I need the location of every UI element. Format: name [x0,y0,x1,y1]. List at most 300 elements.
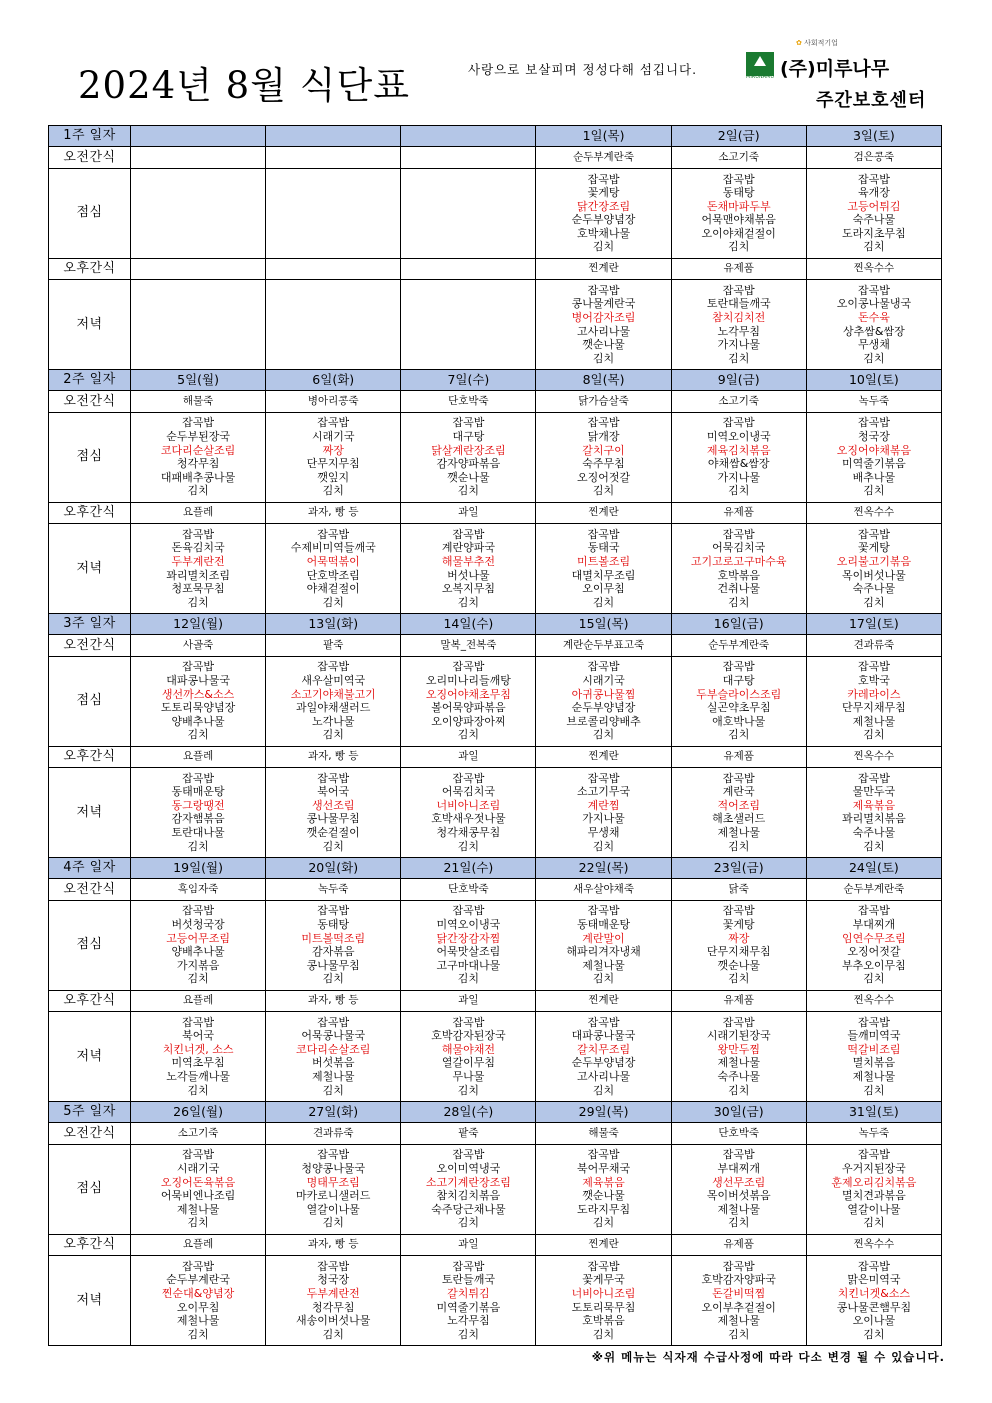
dinner-cell [671,1256,806,1346]
dish: 깻순겉절이 [306,826,360,840]
pm-snack-cell: 찐계란 [536,746,671,767]
dish: 김치 [322,839,344,853]
dish: 숙주무침 [582,457,625,471]
am-snack-cell: 소고기죽 [671,391,806,412]
am-snack-cell: 순두부계란죽 [536,147,671,168]
dish: 김치 [592,839,615,853]
dish: 김치 [322,728,344,742]
am-snack-label: 오전간식 [49,879,131,900]
brand-sub-label: MIRUNAMU [746,74,775,80]
dish: 호박볶음 [717,568,760,582]
date-cell: 16일(금) [671,613,806,634]
dish: 단무지채무침 [842,701,906,715]
dish: 버섯볶음 [311,1056,355,1070]
dinner-cell [671,768,806,858]
dish: 참치김치볶음 [436,1189,501,1203]
main-dish: 계란찜 [587,798,620,812]
am-snack-cell: 말복_전복죽 [401,635,536,656]
am-snack-row [49,1123,942,1144]
dish: 멸치견과볶음 [842,1189,906,1203]
lunch-cell [536,1144,671,1234]
dinner-cell [536,280,671,370]
week-date-row [49,613,942,634]
am-snack-cell: 녹두죽 [806,391,941,412]
am-snack-label: 오전간식 [49,1123,131,1144]
dish: 단무지무침 [306,457,360,471]
dish: 잡곡밥 [722,172,755,186]
dish: 김치 [187,972,209,986]
main-dish: 두부계란전 [306,1286,360,1300]
pm-snack-cell: 과자, 빵 등 [266,990,401,1011]
main-dish: 아귀콩나물찜 [571,687,636,701]
dish: 숙주당근채나물 [431,1202,506,1216]
date-cell: 1일(목) [536,126,671,147]
dinner-cell [401,280,536,370]
dish: 김치 [863,240,885,254]
am-snack-cell: 검은콩죽 [806,147,941,168]
dish: 부대찌개 [852,918,896,931]
main-dish: 두부슬라이스조림 [696,687,782,701]
date-cell: 9일(금) [671,369,806,390]
dish: 청국장 [317,1273,350,1287]
dinner-row [49,524,942,614]
date-cell: 21일(수) [401,857,536,878]
pm-snack-cell: 과일 [401,502,536,523]
week-date-row [49,857,942,878]
dish: 오이나물 [852,1314,896,1328]
dish: 미역초무침 [171,1056,225,1070]
dish: 오이무침 [582,582,625,596]
dish: 김치 [187,484,209,498]
dish: 잡곡밥 [587,904,620,918]
main-dish: 제육볶음 [582,1175,625,1189]
dish: 김치 [592,484,615,498]
dish: 계란양파국 [441,541,495,555]
main-dish: 임연수무조림 [842,931,906,945]
dish: 김치 [322,1083,344,1097]
dish: 콩나물계란국 [571,297,636,311]
dish: 잡곡밥 [857,416,890,430]
dish: 제철나물 [582,958,625,972]
am-snack-cell: 새우살야채죽 [536,879,671,900]
dish: 무생채 [857,338,890,352]
dish: 순두부양념장 [571,1056,636,1070]
dish: 노각무침 [447,1314,490,1328]
dish: 김치 [728,484,750,498]
main-dish: 제육김치볶음 [706,443,771,457]
lunch-cell [671,656,806,746]
dinner-cell [806,1012,941,1102]
lunch-cell [131,168,266,258]
brand-name: (주)미루나무 [780,58,890,80]
dish: 제철나물 [717,1056,760,1070]
dish: 김치 [457,839,480,853]
dinner-cell [266,768,401,858]
pm-snack-label: 오후간식 [49,1234,131,1255]
dish: 제철나물 [852,714,896,728]
dish: 순두부된장국 [166,430,230,444]
pm-snack-row [49,258,942,279]
date-cell [266,126,401,147]
lunch-cell [806,900,941,990]
dish: 잡곡밥 [857,283,890,297]
dinner-row [49,768,942,858]
date-cell [131,126,266,147]
pm-snack-cell: 찐계란 [536,990,671,1011]
center-name: 주간보호센터 [816,90,927,111]
dish: 김치 [728,839,750,853]
am-snack-label: 오전간식 [49,391,131,412]
dish: 토란대들깨국 [706,297,771,311]
dish: 잡곡밥 [722,1148,755,1162]
main-dish: 적어조림 [717,798,760,812]
dinner-label: 저녁 [49,280,131,370]
dinner-cell [536,1012,671,1102]
dish: 도토리묵양념장 [160,701,236,715]
dish: 호박국 [857,674,890,688]
dish: 청각채콩무침 [436,826,501,840]
date-cell: 6일(화) [266,369,401,390]
dish: 호박감자양파국 [701,1273,776,1287]
dish: 잡곡밥 [587,1259,620,1273]
week-date-row [49,1101,942,1122]
dinner-label: 저녁 [49,1256,131,1346]
pm-snack-cell: 과자, 빵 등 [266,1234,401,1255]
pm-snack-cell: 과일 [401,990,536,1011]
am-snack-row [49,391,942,412]
dish: 김치 [863,595,885,609]
dish: 순두부양념장 [571,701,636,715]
pm-snack-cell [266,258,401,279]
main-dish: 두부계란전 [171,554,225,568]
date-cell: 19일(월) [131,857,266,878]
dish: 깻잎지 [317,470,350,484]
pm-snack-row [49,990,942,1011]
main-dish: 치킨너겟, 소스 [162,1042,234,1056]
slogan: 사랑으로 보살피며 정성다해 섬깁니다. [468,62,698,77]
dish: 마카로니샐러드 [296,1189,371,1203]
dish: 수제비미역들깨국 [290,541,376,555]
dish: 대구탕 [452,430,485,444]
dish: 과일야채샐러드 [296,701,371,715]
am-snack-cell: 단호박죽 [671,1123,806,1144]
dish: 잡곡밥 [452,527,485,541]
dish: 어묵비엔나조림 [160,1189,236,1203]
dish: 열갈이나물 [847,1202,901,1216]
dinner-cell [806,768,941,858]
dinner-cell [131,280,266,370]
dish: 꽃게무국 [582,1273,625,1287]
dish: 깻순나물 [582,338,625,352]
main-dish: 갈치튀김 [447,1286,490,1300]
dish: 김치 [863,351,885,365]
am-snack-cell: 흑임자죽 [131,879,266,900]
dinner-cell [806,1256,941,1346]
dish: 잡곡밥 [182,771,215,785]
dish: 숙주나물 [852,582,896,596]
dish: 잡곡밥 [857,660,890,674]
dish: 가지나물 [717,338,760,352]
dish: 돈육김치국 [171,541,225,555]
date-cell: 5일(월) [131,369,266,390]
dish: 잡곡밥 [857,1259,890,1273]
pm-snack-cell: 찐계란 [536,258,671,279]
main-dish: 고기고로고구마수육 [690,554,787,568]
am-snack-cell: 병아리콩죽 [266,391,401,412]
pm-snack-cell: 요플레 [131,502,266,523]
dish: 김치 [457,1327,480,1341]
dish: 김치 [592,1327,615,1341]
pm-snack-cell: 요플레 [131,1234,266,1255]
pm-snack-cell: 찐계란 [536,1234,671,1255]
dish: 잡곡밥 [182,1259,215,1273]
dish: 김치 [863,1216,885,1230]
dish: 어묵맨야채볶음 [701,213,776,227]
dish: 잡곡밥 [587,172,620,186]
dinner-cell [266,1012,401,1102]
dish: 버섯나물 [447,568,490,582]
dish: 어묵김치국 [441,785,495,799]
dish: 애호박나물 [712,714,766,728]
dish: 고사리나물 [576,324,631,338]
dinner-cell [806,280,941,370]
main-dish: 찐순대&양념장 [161,1286,235,1300]
lunch-label: 점심 [49,900,131,990]
dish: 순두부계란국 [166,1273,230,1287]
dish: 김치 [863,839,885,853]
main-dish: 오징어야채볶음 [836,443,912,457]
dish: 잡곡밥 [317,416,350,430]
week-date-row [49,126,942,147]
lunch-cell [401,412,536,502]
dish: 부추오이무침 [842,958,906,972]
dish: 오이무침 [176,1300,220,1314]
dish: 소고기무국 [576,785,631,799]
dish: 고사리나물 [576,1070,631,1084]
pm-snack-label: 오후간식 [49,258,131,279]
lunch-cell [806,656,941,746]
dinner-cell [401,524,536,614]
dish: 노각나물 [311,714,355,728]
footer-note: ※위 메뉴는 식자재 수급사정에 따라 다소 변경 될 수 있습니다. [591,1350,945,1364]
dish: 잡곡밥 [722,660,755,674]
lunch-cell [401,656,536,746]
am-snack-cell: 해물죽 [131,391,266,412]
date-cell: 22일(목) [536,857,671,878]
dish: 동태매운탕 [576,918,631,931]
lunch-label: 점심 [49,168,131,258]
dish: 오이미역냉국 [436,1161,501,1175]
dish: 미역줄기볶음 [842,457,906,471]
main-dish: 왕만두찜 [717,1042,760,1056]
dinner-row [49,280,942,370]
dish: 해파리겨자냉채 [566,945,641,959]
pm-snack-cell: 유제품 [671,502,806,523]
dish: 제철나물 [717,1202,760,1216]
dinner-label: 저녁 [49,524,131,614]
week-label: 4주 일자 [49,857,131,878]
am-snack-cell: 녹두죽 [806,1123,941,1144]
date-cell: 23일(금) [671,857,806,878]
pm-snack-label: 오후간식 [49,746,131,767]
main-dish: 참치김치전 [712,310,766,324]
dish: 우거지된장국 [842,1161,906,1175]
dish: 잡곡밥 [587,527,620,541]
main-dish: 치킨너겟&소스 [837,1286,911,1300]
lunch-row [49,656,942,746]
dish: 김치 [728,1216,750,1230]
dish: 김치 [728,595,750,609]
am-snack-label: 오전간식 [49,147,131,168]
dish: 제철나물 [311,1070,355,1084]
dish: 김치 [457,1083,480,1097]
dish: 제철나물 [717,1314,760,1328]
date-cell: 31일(토) [806,1101,941,1122]
main-dish: 코다리순살조림 [296,1042,371,1056]
dish: 꽃게탕 [722,918,755,931]
date-cell: 7일(수) [401,369,536,390]
dish: 잡곡밥 [722,771,755,785]
dish: 오이야채겉절이 [701,226,776,240]
pm-snack-cell: 과자, 빵 등 [266,746,401,767]
dish: 무생채 [587,826,620,840]
lunch-cell [671,168,806,258]
dinner-cell [536,768,671,858]
dish: 대패배추콩나물 [160,470,236,484]
lunch-cell [266,168,401,258]
dish: 잡곡밥 [587,416,620,430]
pm-snack-row [49,1234,942,1255]
dinner-cell [536,524,671,614]
dish: 동태매운탕 [171,785,225,799]
dish: 김치 [457,728,480,742]
dish: 김치 [863,728,885,742]
lunch-cell [806,412,941,502]
dish: 목이버섯나물 [842,568,906,582]
pm-snack-row [49,502,942,523]
dish: 동태국 [587,541,620,555]
main-dish: 고등어튀김 [847,199,901,213]
dish: 실곤약초무침 [706,701,771,715]
pm-snack-cell: 요플레 [131,990,266,1011]
dish: 잡곡밥 [722,1015,755,1029]
dish: 닭개장 [587,430,620,444]
lunch-label: 점심 [49,412,131,502]
dish: 김치 [592,1216,615,1230]
dish: 잡곡밥 [182,660,215,674]
week-date-row [49,369,942,390]
main-dish: 해물야채전 [441,1042,495,1056]
main-dish: 짜장 [728,931,750,945]
dinner-cell [131,1256,266,1346]
dish: 들깨미역국 [847,1029,901,1043]
dish: 제철나물 [176,1202,220,1216]
dish: 깻순나물 [717,958,760,972]
dinner-row [49,1256,942,1346]
main-dish: 떡갈비조림 [847,1042,901,1056]
dish: 호박채나물 [576,226,631,240]
dish: 김치 [322,1216,344,1230]
dish: 단무지채무침 [706,945,771,959]
dish: 오이콩나물냉국 [836,297,912,311]
dish: 김치 [728,972,750,986]
date-cell: 13일(화) [266,613,401,634]
dish: 육개장 [857,186,890,200]
dinner-cell [401,768,536,858]
pm-snack-cell: 유제품 [671,746,806,767]
main-dish: 생선까스&소스 [161,687,235,701]
main-dish: 카레라이스 [847,687,901,701]
main-dish: 제육볶음 [852,798,896,812]
dish: 잡곡밥 [182,1015,215,1029]
dish: 잡곡밥 [452,771,485,785]
dish: 미역오이냉국 [706,430,771,444]
am-snack-cell: 소고기죽 [131,1123,266,1144]
dish: 감자볶음 [311,945,355,959]
dish: 김치 [728,728,750,742]
dish: 잡곡밥 [452,1148,485,1162]
main-dish: 미트볼조림 [576,554,631,568]
pm-snack-cell [401,258,536,279]
dish: 오징어젓갈 [847,945,901,959]
dish: 잡곡밥 [452,1259,485,1273]
lunch-label: 점심 [49,656,131,746]
am-snack-cell: 견과류죽 [806,635,941,656]
main-dish: 소고기계란장조림 [425,1175,511,1189]
pm-snack-cell: 찐옥수수 [806,1234,941,1255]
dish: 잡곡밥 [317,1148,350,1162]
dinner-cell [671,1012,806,1102]
dish: 도라지무침 [576,1202,631,1216]
dish: 콩나물콘햄무침 [836,1300,912,1314]
dish: 대구탕 [722,674,755,688]
dish: 김치 [592,240,615,254]
dish: 감자양파볶음 [436,457,501,471]
dish: 노각들깨나물 [166,1070,230,1084]
dish: 새송이버섯나물 [296,1314,371,1328]
dish: 어묵콩나물국 [301,1029,366,1043]
main-dish: 명태무조림 [306,1175,360,1189]
dish: 콩나물무침 [306,958,360,972]
dish: 김치 [592,728,615,742]
dish: 제철나물 [717,826,760,840]
pm-snack-cell: 찐옥수수 [806,258,941,279]
main-dish: 오징어돈육볶음 [160,1175,236,1189]
main-dish: 계란말이 [582,931,625,945]
dish: 새우살미역국 [301,674,366,688]
week-label: 2주 일자 [49,369,131,390]
dish: 꽃게탕 [857,541,890,555]
date-cell: 24일(토) [806,857,941,878]
dish: 김치 [592,351,615,365]
dish: 잡곡밥 [587,660,620,674]
dish: 잡곡밥 [182,416,215,430]
main-dish: 오리불고기볶음 [836,554,912,568]
lunch-cell [266,1144,401,1234]
dish: 제철나물 [176,1314,220,1328]
dinner-cell [671,524,806,614]
lunch-row [49,1144,942,1234]
dish: 시래기국 [311,430,355,444]
dish: 김치 [187,1083,209,1097]
dish: 계란국 [722,785,755,799]
dish: 잡곡밥 [317,527,350,541]
dish: 북어국 [317,785,350,799]
dish: 김치 [863,1327,885,1341]
pm-snack-label: 오후간식 [49,990,131,1011]
dish: 청각무침 [311,1300,355,1314]
dish: 잡곡밥 [587,1148,620,1162]
